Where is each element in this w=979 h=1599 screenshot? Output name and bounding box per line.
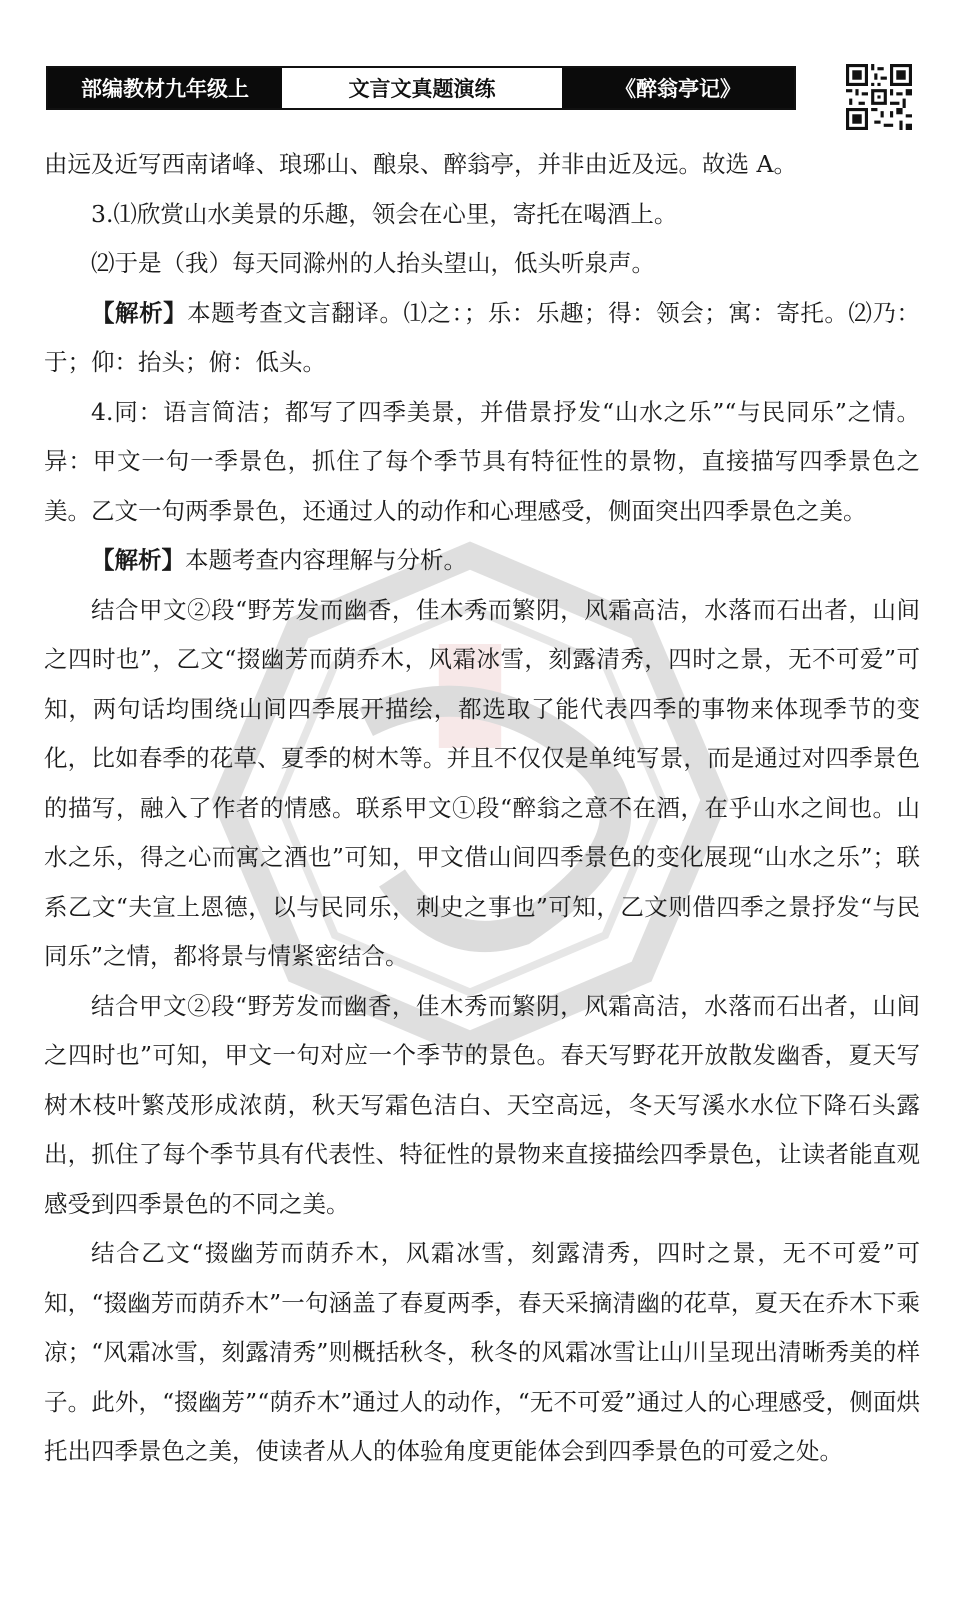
analysis-body-2: 结合甲文②段“野芳发而幽香，佳木秀而繁阴，风霜高洁，水落而石出者，山间之四时也”可知，甲文一句对应一个季节的景色。春天写野花开放散发幽香，夏天写树木枝叶繁茂形成浓荫，秋天写霜色洁白、天空高远，冬天写溪水水位下降石头露出，抓住了每个季节具有代表性、特征性的景物来直接描绘四季景色，让读者能直观感受到四季景色的不同之美。	[44, 991, 920, 1218]
analysis-text: 本题考查文言翻译。⑴之：；乐：乐趣；得：领会；寓：寄托。⑵乃：于；仰：抬头；俯：低头。	[44, 298, 921, 376]
answer-4: 4.同：语言简洁；都写了四季美景，并借景抒发“山水之乐”“与民同乐”之情。异：甲文一句一季景色，抓住了每个季节具有特征性的景物，直接描写四季景色之美。乙文一句两季景色，还通过人的动作和心理感受，侧面突出四季景色之美。	[44, 397, 920, 525]
qr-code-icon	[846, 64, 912, 130]
answer-paragraph-1: 由远及近写西南诸峰、琅琊山、酿泉、醉翁亭，并非由近及远。故选 A。	[44, 150, 797, 178]
header-grade: 部编教材九年级上	[48, 68, 282, 108]
answer-3-part-1: 3.⑴欣赏山水美景的乐趣，领会在心里，寄托在喝酒上。	[91, 199, 678, 228]
analysis-tag: 【解析】	[91, 546, 185, 574]
header-bar	[46, 66, 796, 110]
analysis-body-3: 结合乙文“掇幽芳而荫乔木，风霜冰雪，刻露清秀，四时之景，无不可爱”可知，“掇幽芳而荫乔木”一句涵盖了春夏两季，春天采摘清幽的花草，夏天在乔木下乘凉；“风霜冰雪，刻露清秀”则概括秋冬，秋冬的风霜冰雪让山川呈现出清晰秀美的样子。此外，“掇幽芳”“荫乔木”通过人的动作，“无不可爱”通过人的心理感受，侧面烘托出四季景色之美，使读者从人的体验角度更能体会到四季景色的可爱之处。	[44, 1239, 920, 1465]
analysis-tag: 【解析】	[91, 298, 188, 327]
analysis-text: 本题考查内容理解与分析。	[185, 546, 467, 574]
header-topic: 文言文真题演练	[282, 68, 562, 108]
answer-content	[44, 140, 920, 1477]
answer-3-part-2: ⑵于是（我）每天同滁州的人抬头望山，低头听泉声。	[91, 249, 655, 277]
analysis-body-1: 结合甲文②段“野芳发而幽香，佳木秀而繁阴，风霜高洁，水落而石出者，山间之四时也”，乙文“掇幽芳而荫乔木，风霜冰雪，刻露清秀，四时之景，无不可爱”可知，两句话均围绕山间四季展开描绘，都选取了能代表四季的事物来体现季节的变化，比如春季的花草、夏季的树木等。并且不仅仅是单纯写景，而是通过对四季景色的描写，融入了作者的情感。联系甲文①段“醉翁之意不在酒，在乎山水之间也。山水之乐，得之心而寓之酒也”可知，甲文借山间四季景色的变化展现“山水之乐”；联系乙文“夫宣上恩德，以与民同乐，刺史之事也”可知，乙文则借四季之景抒发“与民同乐”之情，都将景与情紧密结合。	[44, 595, 920, 970]
analysis-paragraph-4	[44, 536, 920, 586]
header-title: 《醉翁亭记》	[562, 68, 794, 108]
analysis-paragraph-3	[44, 289, 920, 388]
